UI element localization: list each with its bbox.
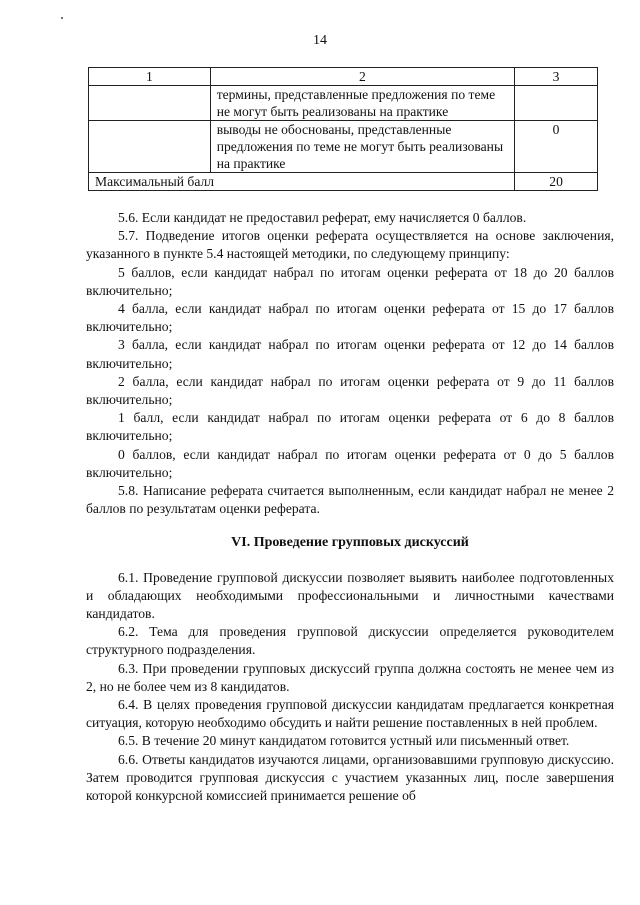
table-row [89, 121, 598, 173]
page-number: 14 [313, 33, 327, 48]
paragraph-6-4: 6.4. В целях проведения групповой дискуссии кандидатам предлагается конкретная ситуация, которую необходимо обсудить и найти решение поставленных в ней проблем. [86, 697, 614, 731]
paragraph-6-6: 6.6. Ответы кандидатов изучаются лицами, организовавшими групповую дискуссию. Затем проводится групповая дискуссия с участием указанных лиц, после завершения которой конкурсной комиссией принимается решение об [86, 751, 614, 804]
table-cell [515, 86, 598, 121]
table-max-row [89, 173, 598, 191]
table-header-cell: 2 [210, 68, 514, 86]
table-cell [89, 86, 211, 121]
paragraph-6-3: 6.3. При проведении групповых дискуссий группа должна состоять не менее чем из 2, но не более чем из 8 кандидатов. [86, 660, 614, 694]
table-cell [89, 121, 211, 173]
paragraph-6-1: 6.1. Проведение групповой дискуссии позволяет выявить наиболее подготовленных и обладающих необходимыми профессиональными и личностными качествами кандидатов. [86, 569, 614, 622]
max-score-label: Максимальный балл [89, 173, 515, 191]
table-header-cell: 3 [515, 68, 598, 86]
table-cell: 0 [515, 121, 598, 173]
score-rule-5: 5 баллов, если кандидат набрал по итогам оценки реферата от 18 до 20 баллов включительно; [86, 264, 614, 298]
paragraph-5-8: 5.8. Написание реферата считается выполненным, если кандидат набрал не менее 2 баллов по результатам оценки реферата. [86, 483, 614, 517]
scan-speck [61, 17, 63, 19]
score-rule-1: 1 балл, если кандидат набрал по итогам оценки реферата от 6 до 8 баллов включительно; [86, 410, 614, 444]
paragraph-6-2: 6.2. Тема для проведения групповой дискуссии определяется руководителем структурного подразделения. [86, 624, 614, 658]
table-header-row [89, 68, 598, 86]
table-cell: выводы не обоснованы, представленные предложения по теме не могут быть реализованы на практике [210, 121, 514, 173]
table-cell: термины, представленные предложения по теме не могут быть реализованы на практике [210, 86, 514, 121]
score-rule-4: 4 балла, если кандидат набрал по итогам оценки реферата от 15 до 17 баллов включительно; [86, 301, 614, 335]
max-score-value: 20 [515, 173, 598, 191]
paragraph-5-6: 5.6. Если кандидат не предоставил реферат, ему начисляется 0 баллов. [118, 210, 527, 225]
paragraph-6-5: 6.5. В течение 20 минут кандидатом готовится устный или письменный ответ. [118, 733, 570, 749]
score-rule-0: 0 баллов, если кандидат набрал по итогам оценки реферата от 0 до 5 баллов включительно; [86, 446, 614, 480]
paragraph-5-7: 5.7. Подведение итогов оценки реферата осуществляется на основе заключения, указанного в пункте 5.4 настоящей методики, по следующему принципу: [86, 228, 614, 262]
section-title: VI. Проведение групповых дискуссий [231, 535, 469, 551]
document-body [86, 209, 614, 805]
table-row [89, 86, 598, 121]
score-rule-3: 3 балла, если кандидат набрал по итогам оценки реферата от 12 до 14 баллов включительно; [86, 337, 614, 371]
grading-table [88, 67, 598, 191]
table-header-cell: 1 [89, 68, 211, 86]
score-rule-2: 2 балла, если кандидат набрал по итогам оценки реферата от 9 до 11 баллов включительно; [86, 373, 614, 408]
